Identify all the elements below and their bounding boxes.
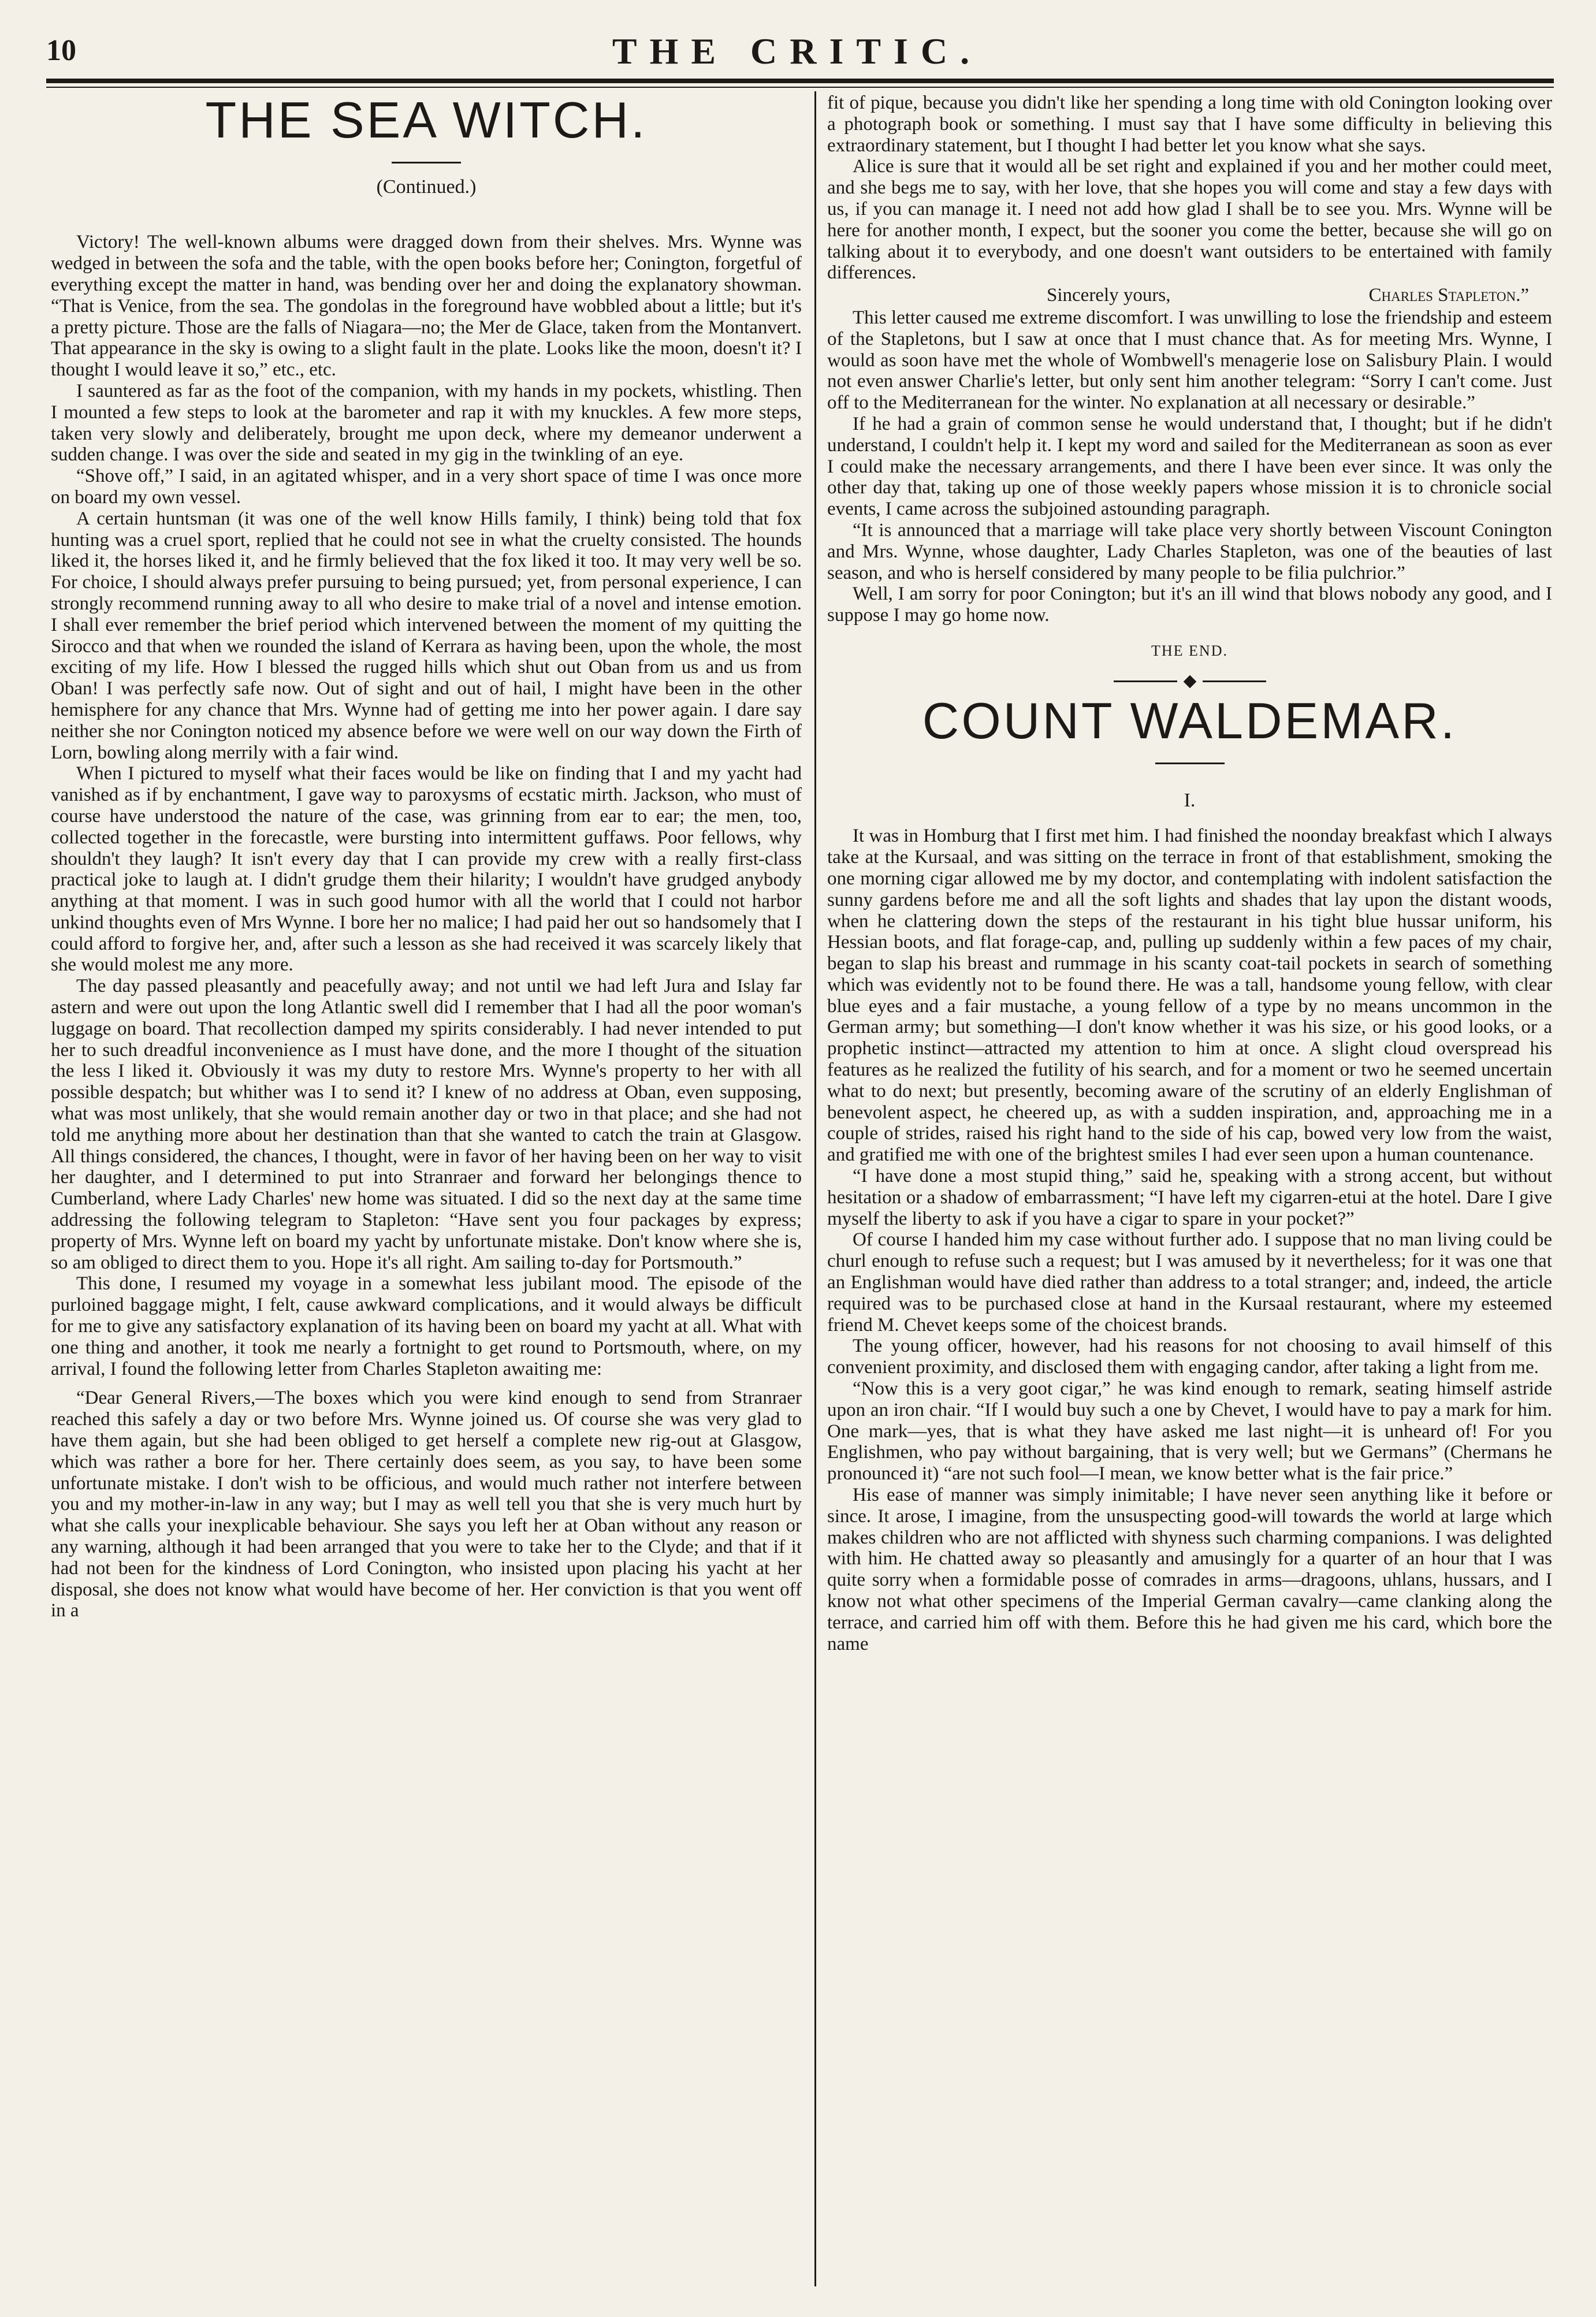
continued-note: (Continued.)	[376, 176, 477, 198]
left-column	[51, 92, 802, 1621]
title-underline	[1155, 763, 1225, 764]
paragraph: His ease of manner was simply inimitable; I have never seen anything like it before or since. It arose, I imagine, from the unsuspecting good-will towards the world at large which makes children who are not afflicted with shyness such charming companions. I was delighted with him. He chatted away so pleasantly and amusingly for a quarter of an hour that I was quite sorry when a formidable posse of comrades in arms—dragoons, uhlans, hussars, and I know not what other specimens of the Imperial German cavalry—came clanking along the terrace, and carried him off with them. Before this he had given me his card, which bore the name	[827, 1485, 1552, 1654]
quoted-paragraph: “It is announced that a marriage will take place very shortly between Viscount Conington and Mrs. Wynne, whose daughter, Lady Charles Stapleton, was one of the beauties of last season, and who is herself considered by many people to be filia pulchrior.”	[827, 519, 1552, 583]
masthead: THE CRITIC.	[612, 31, 983, 72]
paragraph: Well, I am sorry for poor Conington; but it's an ill wind that blows nobody any good, and I suppose I may go home now.	[827, 583, 1552, 626]
header-rule-thick	[46, 79, 1554, 83]
section-ornament	[827, 677, 1552, 686]
paragraph: The young officer, however, had his reasons for not choosing to avail himself of this convenient proximity, and disclosed them with engaging candor, after taking a light from me.	[827, 1336, 1552, 1378]
paragraph: Victory! The well-known albums were dragged down from their shelves. Mrs. Wynne was wedged in between the sofa and the table, with the open books before her; Conington, forgetful of everything except the matter in hand, was bending over her and doing the explanatory showman. “That is Venice, from the sea. The gondolas in the foreground have wobbled about a little; but it's a pretty picture. Those are the falls of Niagara—no; the Mer de Glace, taken from the Montanvert. That appearance in the sky is owing to a slight fault in the plate. Looks like the moon, doesn't it? I thought I would leave it so,” etc., etc.	[51, 232, 802, 381]
paragraph: “Shove off,” I said, in an agitated whisper, and in a very short space of time I was once more on board my own vessel.	[51, 466, 802, 508]
ornament-diamond	[1183, 675, 1196, 689]
letter-paragraph: “Dear General Rivers,—The boxes which you were kind enough to send from Stranraer reached this safely a day or two before Mrs. Wynne joined us. Of course she was very glad to have them again, but she had been obliged to get herself a complete new rig-out at Glasgow, which was rather a bore for her. There certainly does seem, as you say, to have been some unfortunate mistake. I don't wish to be officious, and would much rather not interfere between you and my mother-in-law in any way; but I may as well tell you that she is very much hurt by what she calls your inexplicable behaviour. She says you left her at Oban without any reason or any warning, although it had been arranged that you were to take her to the Clyde; and that if it had not been for the kindness of Lord Conington, who insisted upon placing his yacht at her disposal, she does not know what would have become of her. Her conviction is that you went off in a	[51, 1388, 802, 1621]
paragraph: It was in Homburg that I first met him. I had finished the noonday breakfast which I always take at the Kursaal, and was sitting on the terrace in front of that establishment, smoking the one morning cigar allowed me by my doctor, and contemplating with indolent satisfaction the sunny gardens before me and all the soft lights and shades that lay upon the distant woods, when he clattering down the steps of the restaurant in his tight blue hussar uniform, his Hessian boots, and flat forage-cap, and, pulling up suddenly within a few paces of my chair, began to slap his breast and rummage in his scanty coat-tail pockets in search of something which was evidently not to be found there. He was a tall, handsome young fellow, with clear blue eyes and a fair mustache, a young fellow of a type by no means uncommon in the German army; but something—I don't know whether it was his size, or his good looks, or a prophetic instinct—attracted my attention to him at once. A slight cloud overspread his features as he realized the futility of his search, and for a moment or two he seemed uncertain what to do next; but presently, becoming aware of the scrutiny of an elderly Englishman of benevolent aspect, he cheered up, as with a sudden inspiration, and, approaching me in a couple of strides, raised his right hand to the side of his cap, bowed very low from the waist, and gratified me with one of the brightest smiles I had ever seen upon a human countenance.	[827, 825, 1552, 1166]
paragraph: I sauntered as far as the foot of the companion, with my hands in my pockets, whistling. Then I mounted a few steps to look at the barometer and rap it with my knuckles. A few more steps, taken very slowly and deliberately, brought me upon deck, where my demeanor underwent a sudden change. I was over the side and seated in my gig in the twinkling of an eye.	[51, 380, 802, 466]
paragraph: “Now this is a very goot cigar,” he was kind enough to remark, seating himself astride upon an iron chair. “If I would buy such a one by Chevet, I would have to pay a mark for him. One mark—yes, that is what they have asked me last night—it is unheard of! For you Englishmen, who pay without bargaining, that is very well; but we Germans” (Chermans he pronounced it) “are not such fool—I mean, we know better what is the fair price.”	[827, 1378, 1552, 1485]
the-end-note: THE END.	[1151, 642, 1228, 659]
ornament-line-left	[1114, 680, 1177, 682]
right-column	[827, 92, 1552, 1654]
page-header	[46, 23, 1548, 75]
paragraph: This done, I resumed my voyage in a somewhat less jubilant mood. The episode of the purloined baggage might, I felt, cause awkward complications, and it would always be difficult for me to give any satisfactory explanation of its having been on board my yacht at all. What with one thing and another, it took me nearly a fortnight to get round to Portsmouth, where, on my arrival, I found the following letter from Charles Stapleton awaiting me:	[51, 1273, 802, 1379]
page-number: 10	[46, 34, 76, 67]
article-title-count-waldemar: COUNT WALDEMAR.	[922, 691, 1457, 749]
letter-paragraph: fit of pique, because you didn't like her spending a long time with old Conington looking over a photograph book or something. I must say that I have some difficulty in believing this extraordinary statement, but I thought I had better let you know what she says.	[827, 92, 1552, 156]
signoff-signature: Charles Stapleton.”	[1368, 285, 1529, 306]
paragraph: Of course I handed him my case without further ado. I suppose that no man living could be churl enough to refuse such a request; but I was amused by it nevertheless; for it was one that an Englishman would have died rather than address to a total stranger; and, indeed, the article required was to be purchased close at hand in the Kursaal restaurant, where my esteemed friend M. Chevet keeps some of the choicest brands.	[827, 1229, 1552, 1336]
ornament-line-right	[1203, 680, 1266, 682]
paragraph: “I have done a most stupid thing,” said he, speaking with a strong accent, but without hesitation or a shadow of embarrassment; “I have left my cigarren-etui at the hotel. Dare I give myself the liberty to ask if you have a cigar to spare in your pocket?”	[827, 1166, 1552, 1229]
paragraph: A certain huntsman (it was one of the well know Hills family, I think) being told that fox hunting was a cruel sport, replied that he could not see in what the cruelty consisted. The hounds liked it, the horses liked it, and he firmly believed that the fox liked it too. It may very well be so. For choice, I should always prefer pursuing to being pursued; yet, from personal experience, I can strongly recommend running away to all who desire to make trial of a novel and intense emotion. I shall ever remember the brief period which intervened between the moment of my quitting the Sirocco and that when we rounded the island of Kerrara as having been, upon the whole, the most exciting of my life. How I blessed the rugged hills which shut out Oban from us and us from Oban! I was perfectly safe now. Out of sight and out of hail, I might have been in the other hemisphere for any chance that Mrs. Wynne had of getting me into her power again. I dare say neither she nor Conington noticed my absence before we were well on our way down the Firth of Lorn, bowling along merrily with a fair wind.	[51, 508, 802, 763]
paragraph: If he had a grain of common sense he would understand that, I thought; but if he didn't understand, I couldn't help it. I kept my word and sailed for the Mediterranean as soon as ever I could make the necessary arrangements, and there I have been ever since. It was only the other day that, taking up one of those weekly papers whose mission it is to chronicle social events, I came across the subjoined astounding paragraph.	[827, 413, 1552, 520]
article-title: THE SEA WITCH.	[205, 91, 648, 148]
title-underline	[392, 162, 461, 163]
letter-paragraph: Alice is sure that it would all be set right and explained if you and her mother could meet, and she begs me to say, with her love, that she hopes you will come and stay a few days with us, if you can manage it. I need not add how glad I shall be to see you. Mrs. Wynne will be here for another month, I expect, but the sooner you come the better, because she will go on talking about it to everybody, and one doesn't want outsiders to be entertained with family differences.	[827, 156, 1552, 284]
header-rule-thin	[46, 87, 1554, 88]
column-rule	[814, 91, 816, 2286]
chapter-number: I.	[1184, 790, 1196, 812]
paragraph: This letter caused me extreme discomfort. I was unwilling to lose the friendship and esteem of the Stapletons, but I saw at once that I must chance that. As for meeting Mrs. Wynne, I would as soon have met the whole of Wombwell's menagerie lose on Salisbury Plain. I would not even answer Charlie's letter, but only sent him another telegram: “Sorry I can't come. Just off to the Mediterranean for the winter. No explanation at all necessary or desirable.”	[827, 307, 1552, 414]
letter-signoff	[827, 285, 1552, 306]
paragraph: The day passed pleasantly and peacefully away; and not until we had left Jura and Islay far astern and were out upon the long Atlantic swell did I remember that I had all the poor woman's luggage on board. That recollection damped my spirits considerably. I had never intended to put her to such dreadful inconvenience as I must have done, and the more I thought of the situation the less I liked it. Obviously it was my duty to restore Mrs. Wynne's property to her with all possible despatch; but whither was I to send it? I knew of no address at Oban, even supposing, what was most unlikely, that she would remain another day or two in that place; and she had not told me anything more about her destination than that she wanted to catch the train at Glasgow. All things considered, the chances, I thought, were in favor of her having been on her way to visit her daughter, and I determined to put into Stranraer and forward her belongings thence to Cumberland, where Lady Charles' new home was situated. I did so the next day at the same time addressing the following telegram to Stapleton: “Have sent you four packages by express; property of Mrs. Wynne left on board my yacht by unfortunate mistake. Don't know where she is, so am obliged to direct them to you. Hope it's all right. Am sailing to-day for Portsmouth.”	[51, 976, 802, 1273]
signoff-closing: Sincerely yours,	[1047, 285, 1171, 306]
paragraph: When I pictured to myself what their faces would be like on finding that I and my yacht had vanished as if by enchantment, I gave way to paroxysms of ecstatic mirth. Jackson, who must of course have understood the nature of the case, was grinning from ear to ear; the men, too, collected together in the forecastle, were bursting into intermittent guffaws. Poor fellows, why shouldn't they laugh? It isn't every day that I can provide my crew with a really first-class practical joke to laugh at. I didn't grudge them their hilarity; I wouldn't have grudged anybody anything at that moment. I was in such good humor with all the world that I could not harbor unkind thoughts even of Mrs Wynne. I bore her no malice; I had paid her out so handsomely that I could afford to forgive her, and, after such a lesson as she had received it was scarcely likely that she would molest me any more.	[51, 763, 802, 976]
